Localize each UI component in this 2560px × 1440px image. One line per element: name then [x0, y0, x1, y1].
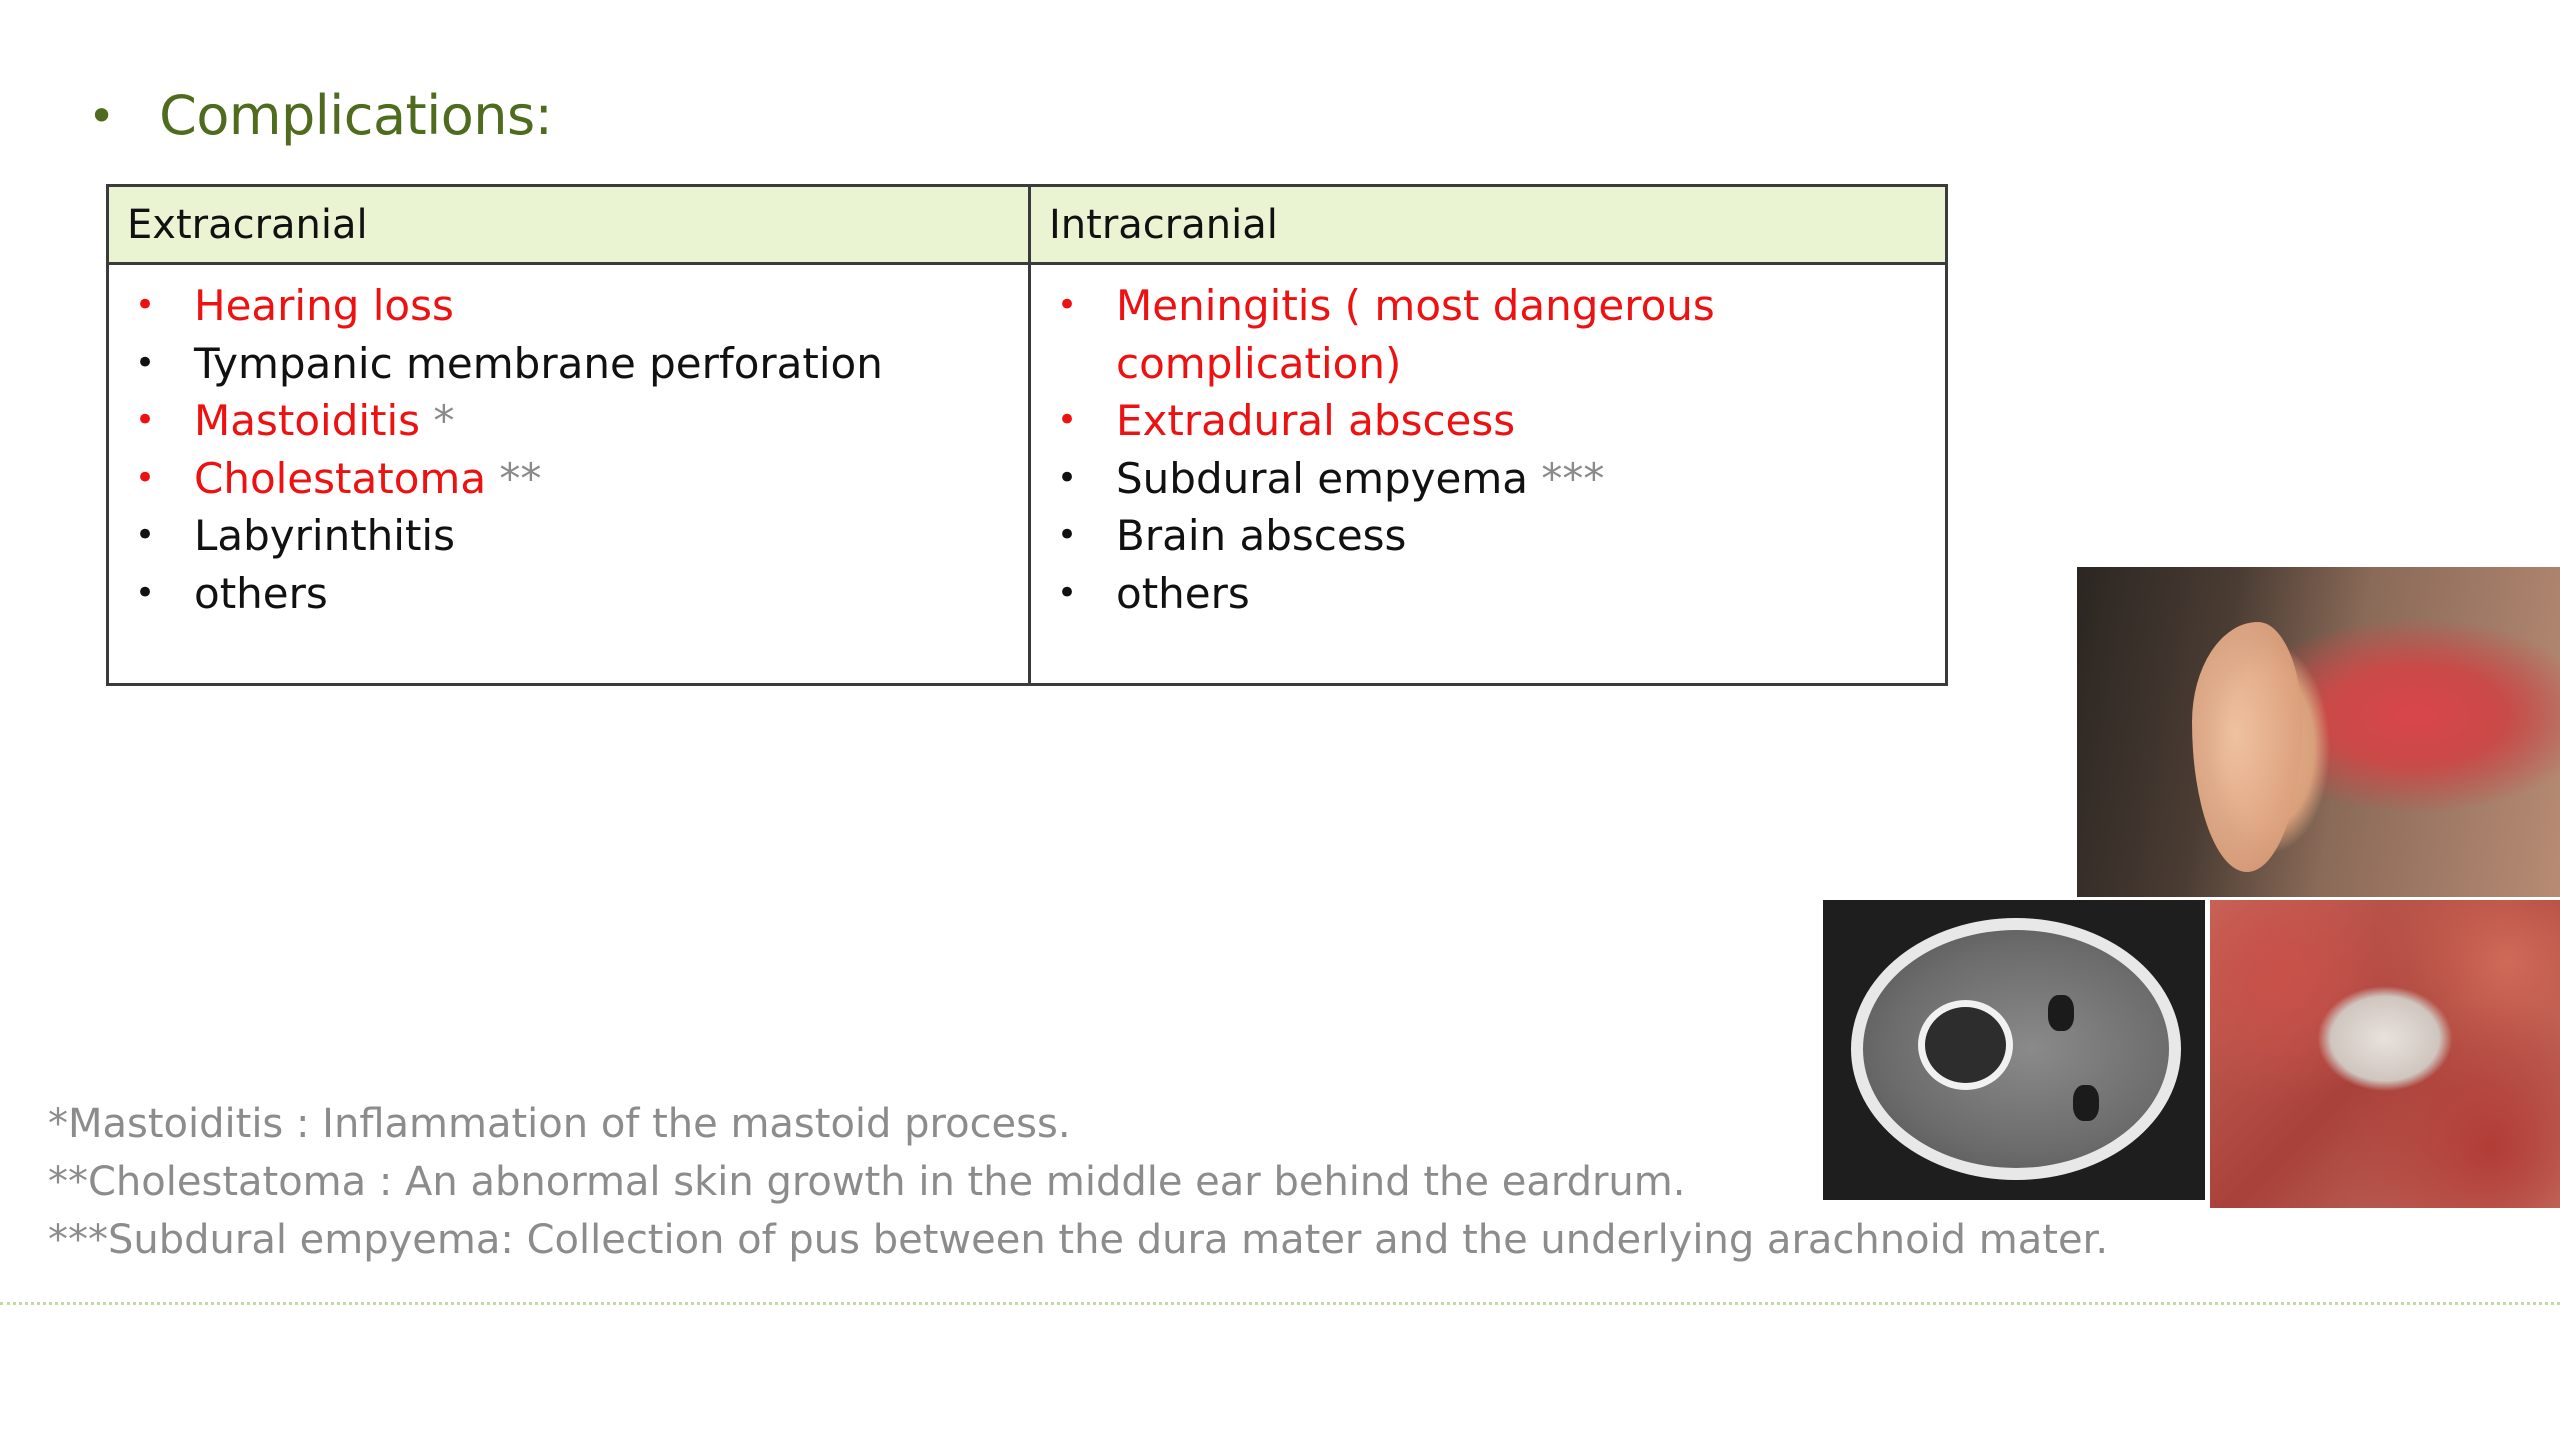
list-item: • Labyrinthitis [127, 507, 1028, 565]
list-item: • Extradural abscess [1049, 392, 1945, 450]
footnotes [48, 1095, 2108, 1269]
header-intracranial: Intracranial [1031, 187, 1945, 265]
abscess-lesion [1918, 1000, 2013, 1090]
brain-surface-photo [2210, 900, 2560, 1208]
list-item: • others [1049, 565, 1945, 623]
dotted-divider [0, 1302, 2560, 1305]
list-item: • Meningitis ( most dangerous complication) [1049, 277, 1945, 392]
title-text: Complications: [159, 84, 553, 147]
intracranial-cell [1031, 265, 1945, 683]
complications-table [106, 184, 1948, 686]
ear-shape [2192, 622, 2302, 872]
list-item: • Brain abscess [1049, 507, 1945, 565]
list-item: • Hearing loss [127, 277, 1028, 335]
slide-title [88, 84, 552, 147]
list-item: • Cholestatoma ** [127, 450, 1028, 508]
extracranial-list [127, 277, 1028, 623]
footnote-mark: ** [499, 453, 542, 503]
intracranial-list [1049, 277, 1945, 623]
footnote-mark: * [433, 396, 455, 446]
list-item: • Tympanic membrane perforation [127, 335, 1028, 393]
footnote-subdural-empyema: ***Subdural empyema: Collection of pus between the dura mater and the underlying arachnoid mater. [48, 1217, 2109, 1263]
list-item: • Mastoiditis * [127, 392, 1028, 450]
header-extracranial: Extracranial [109, 187, 1031, 265]
list-item: • Subdural empyema *** [1049, 450, 1945, 508]
footnote-cholestatoma: **Cholestatoma : An abnormal skin growth in the middle ear behind the eardrum. [48, 1159, 1686, 1205]
footnote-mark: *** [1541, 453, 1605, 503]
extracranial-cell [109, 265, 1031, 683]
list-item: • others [127, 565, 1028, 623]
footnote-mastoiditis: *Mastoiditis : Inflammation of the mastoid process. [48, 1101, 1071, 1147]
mastoiditis-photo [2077, 567, 2560, 897]
title-bullet: • [88, 88, 116, 143]
ventricle [2048, 995, 2074, 1031]
